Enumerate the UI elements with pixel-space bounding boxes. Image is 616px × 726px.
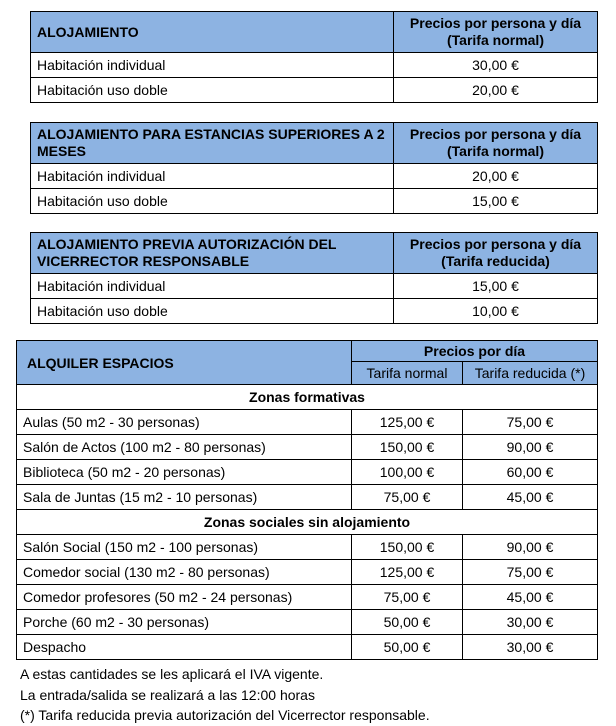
table-row <box>31 189 598 214</box>
row-label: Sala de Juntas (15 m2 - 10 personas) <box>17 485 352 510</box>
table-row <box>31 78 598 103</box>
table-row <box>17 460 598 485</box>
table-row <box>31 299 598 324</box>
row-label: Habitación individual <box>31 53 394 78</box>
table-title: ALOJAMIENTO PREVIA AUTORIZACIÓN DEL VICERRECTOR RESPONSABLE <box>31 233 394 274</box>
row-price-reducida: 30,00 € <box>463 610 598 635</box>
row-label: Habitación uso doble <box>31 189 394 214</box>
table-row <box>17 585 598 610</box>
footnotes <box>20 664 430 726</box>
table-row <box>17 610 598 635</box>
row-label: Biblioteca (50 m2 - 20 personas) <box>17 460 352 485</box>
price-header: Precios por persona y día (Tarifa normal) <box>394 123 598 164</box>
row-price-reducida: 45,00 € <box>463 585 598 610</box>
section-row <box>17 385 598 410</box>
table-header-row <box>31 123 598 164</box>
row-label: Salón Social (150 m2 - 100 personas) <box>17 535 352 560</box>
section-title: Zonas sociales sin alojamiento <box>17 510 598 535</box>
row-label: Salón de Actos (100 m2 - 80 personas) <box>17 435 352 460</box>
table-row <box>31 53 598 78</box>
row-label: Aulas (50 m2 - 30 personas) <box>17 410 352 435</box>
row-price: 15,00 € <box>394 274 598 299</box>
table-row <box>17 410 598 435</box>
row-price-normal: 75,00 € <box>352 485 463 510</box>
row-label: Habitación uso doble <box>31 78 394 103</box>
row-price-normal: 100,00 € <box>352 460 463 485</box>
row-label: Comedor social (130 m2 - 80 personas) <box>17 560 352 585</box>
row-price-reducida: 60,00 € <box>463 460 598 485</box>
price-header: Precios por persona y día (Tarifa normal) <box>394 12 598 53</box>
col-tarifa-normal: Tarifa normal <box>352 362 463 385</box>
table-row <box>17 635 598 660</box>
table-row <box>31 164 598 189</box>
table-alquiler-espacios <box>16 340 598 660</box>
row-price-normal: 125,00 € <box>352 410 463 435</box>
table-row <box>17 485 598 510</box>
table-title: ALQUILER ESPACIOS <box>17 341 352 385</box>
row-price-normal: 50,00 € <box>352 610 463 635</box>
table-row <box>17 560 598 585</box>
price-header: Precios por persona y día (Tarifa reducida) <box>394 233 598 274</box>
note-iva: A estas cantidades se les aplicará el IVA vigente. <box>20 666 324 682</box>
row-price-reducida: 90,00 € <box>463 435 598 460</box>
table-alojamiento <box>30 11 598 103</box>
note-tarifa-reducida: (*) Tarifa reducida previa autorización del Vicerrector responsable. <box>20 707 430 723</box>
row-price-normal: 125,00 € <box>352 560 463 585</box>
row-label: Comedor profesores (50 m2 - 24 personas) <box>17 585 352 610</box>
row-label: Porche (60 m2 - 30 personas) <box>17 610 352 635</box>
col-tarifa-reducida: Tarifa reducida (*) <box>463 362 598 385</box>
row-price-normal: 150,00 € <box>352 535 463 560</box>
section-title: Zonas formativas <box>17 385 598 410</box>
row-price-reducida: 75,00 € <box>463 560 598 585</box>
row-price-normal: 150,00 € <box>352 435 463 460</box>
section-row <box>17 510 598 535</box>
row-price-reducida: 90,00 € <box>463 535 598 560</box>
table-header-row <box>31 233 598 274</box>
row-price-reducida: 30,00 € <box>463 635 598 660</box>
row-price: 10,00 € <box>394 299 598 324</box>
table-row <box>31 274 598 299</box>
row-price-reducida: 45,00 € <box>463 485 598 510</box>
price-header: Precios por día <box>352 341 598 362</box>
table-header-row <box>31 12 598 53</box>
table-header-row <box>17 341 598 362</box>
row-price: 30,00 € <box>394 53 598 78</box>
row-label: Habitación individual <box>31 274 394 299</box>
table-alojamiento-estancias <box>30 122 598 214</box>
row-price: 15,00 € <box>394 189 598 214</box>
row-label: Habitación uso doble <box>31 299 394 324</box>
table-title: ALOJAMIENTO PARA ESTANCIAS SUPERIORES A 2 MESES <box>31 123 394 164</box>
table-alojamiento-vicerrector <box>30 232 598 324</box>
note-entrada-salida: La entrada/salida se realizará a las 12:00 horas <box>20 686 315 703</box>
table-row <box>17 535 598 560</box>
row-label: Despacho <box>17 635 352 660</box>
row-price: 20,00 € <box>394 78 598 103</box>
table-row <box>17 435 598 460</box>
table-title: ALOJAMIENTO <box>31 12 394 53</box>
row-label: Habitación individual <box>31 164 394 189</box>
row-price: 20,00 € <box>394 164 598 189</box>
row-price-normal: 50,00 € <box>352 635 463 660</box>
row-price-reducida: 75,00 € <box>463 410 598 435</box>
row-price-normal: 75,00 € <box>352 585 463 610</box>
